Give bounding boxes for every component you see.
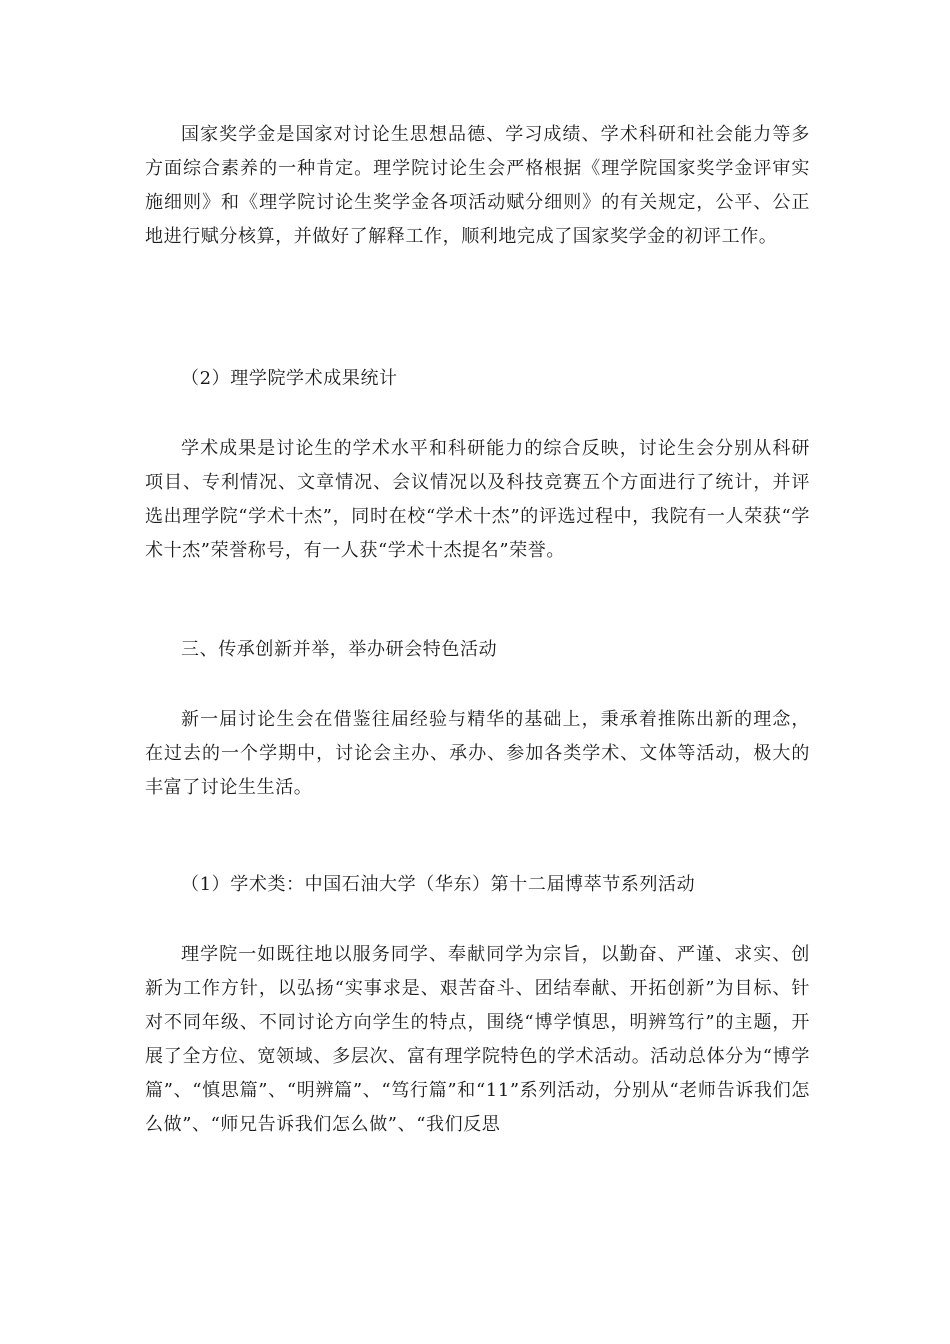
- paragraph-scholarship: 国家奖学金是国家对讨论生思想品德、学习成绩、学术科研和社会能力等多方面综合素养的一种肯定。理学院讨论生会严格根据《理学院国家奖学金评审实施细则》和《理学院讨论生奖学金各项活动赋分细则》的有关规定，公平、公正地进行赋分核算，并做好了解释工作，顺利地完成了国家奖学金的初评工作。: [145, 124, 810, 247]
- heading-academic-activities: （1）学术类：中国石油大学（华东）第十二届博萃节系列活动: [181, 874, 696, 895]
- paragraph-new-council: 新一届讨论生会在借鉴往届经验与精华的基础上，秉承着推陈出新的理念，在过去的一个学期中，讨论会主办、承办、参加各类学术、文体等活动，极大的丰富了讨论生生活。: [145, 709, 810, 798]
- paragraph-activities: 理学院一如既往地以服务同学、奉献同学为宗旨，以勤奋、严谨、求实、创新为工作方针，以弘扬“实事求是、艰苦奋斗、团结奉献、开拓创新”为目标、针对不同年级、不同讨论方向学生的特点，围绕“博学慎思，明辨笃行”的主题，开展了全方位、宽领域、多层次、富有理学院特色的学术活动。活动总体分为“博学篇”、“慎思篇”、“明辨篇”、“笃行篇”和“11”系列活动，分别从“老师告诉我们怎么做”、“师兄告诉我们怎么做”、“我们反思: [145, 944, 810, 1135]
- heading-academic-results: （2）理学院学术成果统计: [181, 368, 398, 389]
- heading-section-three: 三、传承创新并举，举办研会特色活动: [181, 639, 498, 660]
- paragraph-academic-results: 学术成果是讨论生的学术水平和科研能力的综合反映，讨论生会分别从科研项目、专利情况、文章情况、会议情况以及科技竞赛五个方面进行了统计，并评选出理学院“学术十杰”，同时在校“学术十杰”的评选过程中，我院有一人荣获“学术十杰”荣誉称号，有一人获“学术十杰提名”荣誉。: [145, 438, 810, 561]
